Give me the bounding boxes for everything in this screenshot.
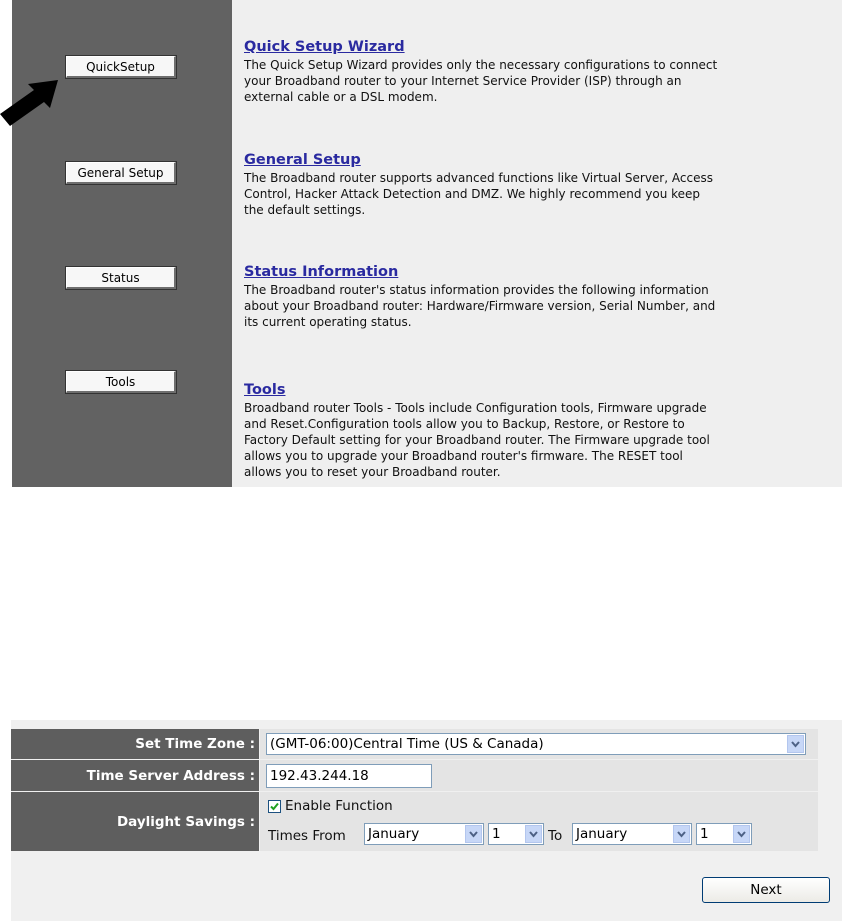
chevron-down-icon[interactable] <box>465 825 482 843</box>
status-information-description: The Broadband router's status information provides the following information about your Broadband router: Hardware/Firmware version, Serial Number, and its current operating status. <box>244 283 716 329</box>
section-status-information <box>244 261 724 330</box>
quick-setup-wizard-link[interactable]: Quick Setup Wizard <box>244 39 405 55</box>
tools-button[interactable]: Tools <box>66 371 176 393</box>
time-server-value: 192.43.244.18 <box>270 768 369 784</box>
to-label: To <box>548 828 563 844</box>
enable-function-checkbox[interactable] <box>268 800 281 813</box>
quick-setup-description: The Quick Setup Wizard provides only the necessary configurations to connect your Broadband router to your Internet Service Provider (ISP) through an external cable or a DSL modem. <box>244 58 718 104</box>
time-server-address-label: Time Server Address : <box>11 760 259 791</box>
to-day-value: 1 <box>700 826 709 842</box>
chevron-down-icon[interactable] <box>787 735 804 753</box>
time-zone-value: (GMT-06:00)Central Time (US & Canada) <box>270 736 544 752</box>
checkmark-icon <box>270 802 279 811</box>
status-button[interactable]: Status <box>66 267 176 289</box>
section-quick-setup <box>244 36 724 105</box>
from-day-value: 1 <box>492 826 501 842</box>
chevron-down-icon[interactable] <box>673 825 690 843</box>
from-day-select[interactable] <box>488 823 544 845</box>
daylight-savings-label: Daylight Savings : <box>11 792 259 851</box>
times-from-label: Times From <box>268 828 346 844</box>
general-setup-link[interactable]: General Setup <box>244 152 361 168</box>
from-month-select[interactable] <box>364 823 484 845</box>
pointer-arrow-icon <box>0 76 64 126</box>
chevron-down-icon[interactable] <box>733 825 750 843</box>
to-month-select[interactable] <box>572 823 692 845</box>
enable-function-label: Enable Function <box>285 798 393 814</box>
time-server-input[interactable] <box>266 764 432 788</box>
from-month-value: January <box>368 826 420 842</box>
to-month-value: January <box>576 826 628 842</box>
tools-link[interactable]: Tools <box>244 382 286 398</box>
to-day-select[interactable] <box>696 823 752 845</box>
general-setup-description: The Broadband router supports advanced functions like Virtual Server, Access Control, Hacker Attack Detection and DMZ. We highly recommend you keep the default settings. <box>244 171 713 217</box>
quicksetup-button[interactable]: QuickSetup <box>66 56 176 78</box>
chevron-down-icon[interactable] <box>525 825 542 843</box>
status-information-link[interactable]: Status Information <box>244 264 399 280</box>
set-time-zone-label: Set Time Zone : <box>11 729 259 759</box>
general-setup-button[interactable]: General Setup <box>66 162 176 184</box>
next-button[interactable]: Next <box>702 877 830 903</box>
time-zone-select[interactable] <box>266 733 806 755</box>
tools-description: Broadband router Tools - Tools include Configuration tools, Firmware upgrade and Reset.Configuration tools allow you to Backup, Restore, or Restore to Factory Default setting for your Broadband router. The Firmware upgrade tool allows you to upgrade your Broadband router's firmware. The RESET tool allows you to reset your Broadband router. <box>244 401 710 479</box>
section-tools <box>244 379 724 480</box>
section-general-setup <box>244 149 724 218</box>
